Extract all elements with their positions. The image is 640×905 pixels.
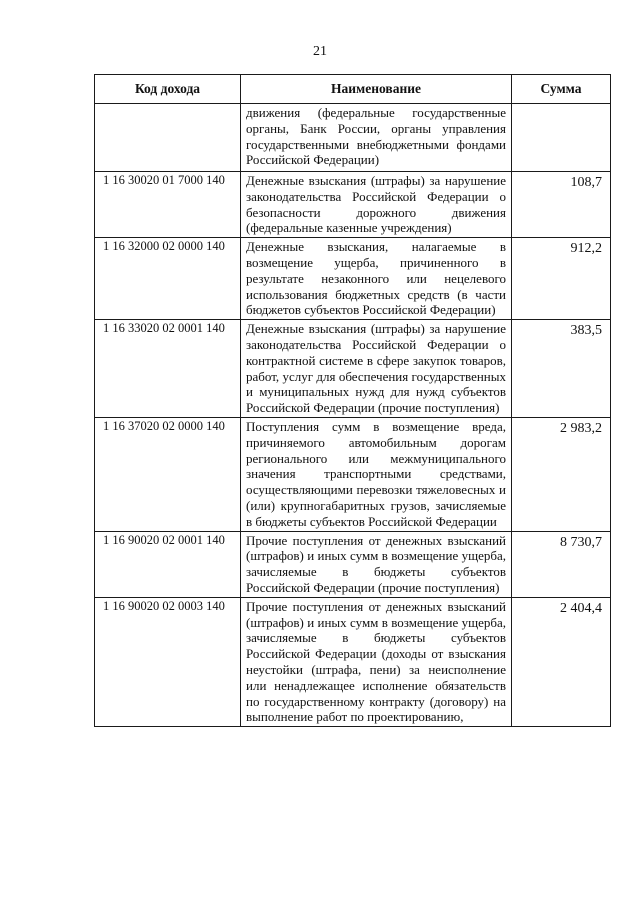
- table-row: [95, 172, 611, 238]
- income-name: Денежные взыскания, налагаемые в возмещение ущерба, причиненного в результате незаконного или нецелевого использования бюджетных средств (в части бюджетов субъектов Российской Федерации): [241, 238, 512, 320]
- income-name: Прочие поступления от денежных взысканий (штрафов) и иных сумм в возмещение ущерба, зачисляемые в бюджеты субъектов Российской Федерации (доходы от взыскания неустойки (штрафа, пени) за неисполнение или ненадлежащее исполнение обязательств по государственному контракту (договору) на выполнение работ по проектированию,: [241, 597, 512, 726]
- income-sum: [512, 104, 611, 172]
- income-sum: 912,2: [512, 238, 611, 320]
- income-sum: 383,5: [512, 320, 611, 418]
- income-name: Прочие поступления от денежных взысканий (штрафов) и иных сумм в возмещение ущерба, зачисляемые в бюджеты субъектов Российской Федерации (прочие поступления): [241, 531, 512, 597]
- table-row: [95, 417, 611, 531]
- income-sum: 2 404,4: [512, 597, 611, 726]
- income-code: 1 16 37020 02 0000 140: [95, 417, 241, 531]
- table-row: [95, 597, 611, 726]
- header-name: Наименование: [241, 75, 512, 104]
- header-code: Код дохода: [95, 75, 241, 104]
- income-code: 1 16 30020 01 7000 140: [95, 172, 241, 238]
- income-code: 1 16 32000 02 0000 140: [95, 238, 241, 320]
- table-row: [95, 104, 611, 172]
- table-row: [95, 531, 611, 597]
- income-code: 1 16 90020 02 0003 140: [95, 597, 241, 726]
- income-code: 1 16 90020 02 0001 140: [95, 531, 241, 597]
- income-sum: 8 730,7: [512, 531, 611, 597]
- income-code: [95, 104, 241, 172]
- header-sum: Сумма: [512, 75, 611, 104]
- table-header-row: [95, 75, 611, 104]
- income-name: движения (федеральные государственные органы, Банк России, органы управления государственными внебюджетными фондами Российской Федерации): [241, 104, 512, 172]
- income-name: Денежные взыскания (штрафы) за нарушение законодательства Российской Федерации о контрактной системе в сфере закупок товаров, работ, услуг для обеспечения государственных и муниципальных нужд для нужд субъектов Российской Федерации (прочие поступления): [241, 320, 512, 418]
- income-table: [94, 74, 611, 727]
- income-name: Денежные взыскания (штрафы) за нарушение законодательства Российской Федерации о безопасности дорожного движения (федеральные казенные учреждения): [241, 172, 512, 238]
- income-code: 1 16 33020 02 0001 140: [95, 320, 241, 418]
- table-row: [95, 320, 611, 418]
- page-number: 21: [313, 44, 327, 59]
- table-row: [95, 238, 611, 320]
- income-sum: 2 983,2: [512, 417, 611, 531]
- income-name: Поступления сумм в возмещение вреда, причиняемого автомобильным дорогам регионального или межмуниципального значения транспортными средствами, осуществляющими перевозки тяжеловесных и (или) крупногабаритных грузов, зачисляемые в бюджеты субъектов Российской Федерации: [241, 417, 512, 531]
- income-sum: 108,7: [512, 172, 611, 238]
